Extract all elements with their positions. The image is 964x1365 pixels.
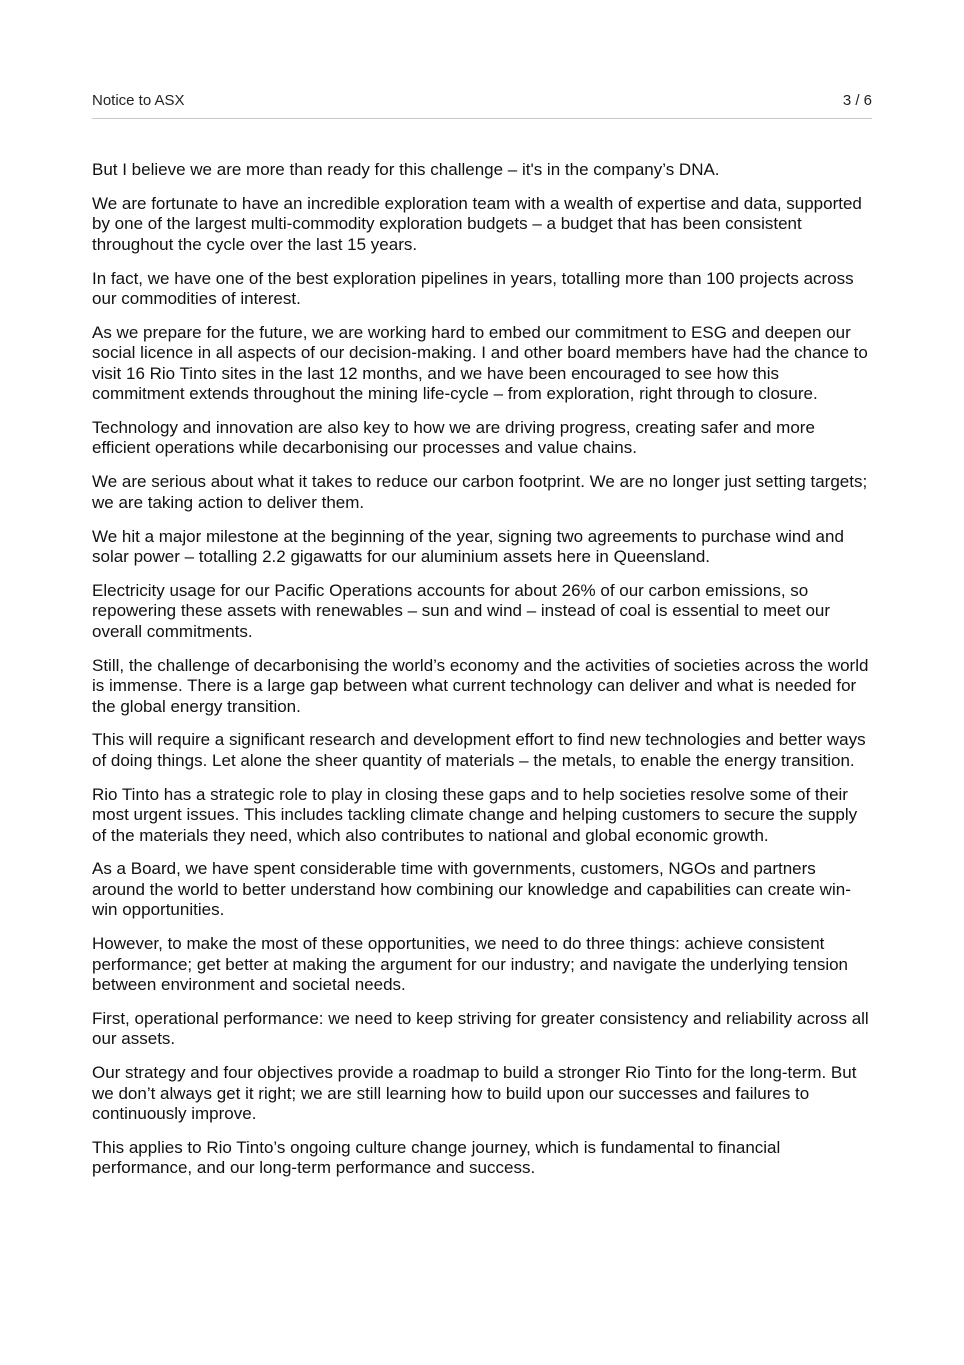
page-header xyxy=(92,91,872,119)
paragraph: We are fortunate to have an incredible exploration team with a wealth of expertise and data, supported by one of the largest multi-commodity exploration budgets – a budget that has been consistent throughout the cycle over the last 15 years. xyxy=(92,193,862,254)
paragraph: We hit a major milestone at the beginning of the year, signing two agreements to purchase wind and solar power – totalling 2.2 gigawatts for our aluminium assets here in Queensland. xyxy=(92,526,844,567)
paragraph: However, to make the most of these opportunities, we need to do three things: achieve consistent performance; get better at making the argument for our industry; and navigate the underlying tension between environment and societal needs. xyxy=(92,934,849,994)
paragraph: In fact, we have one of the best exploration pipelines in years, totalling more than 100 projects across our commodities of interest. xyxy=(92,268,854,309)
document-body xyxy=(92,160,872,1192)
paragraph: Our strategy and four objectives provide a roadmap to build a stronger Rio Tinto for the long-term. But we don’t always get it right; we are still learning how to build upon our successes and failures to continuously improve. xyxy=(92,1063,857,1124)
paragraph: We are serious about what it takes to reduce our carbon footprint. We are no longer just setting targets; we are taking action to deliver them. xyxy=(92,472,868,512)
page-number: 3 / 6 xyxy=(842,92,872,109)
document-title: Notice to ASX xyxy=(92,92,185,109)
paragraph: Still, the challenge of decarbonising the world’s economy and the activities of societies across the world is immense. There is a large gap between what current technology can deliver and what is needed for the global energy transition. xyxy=(92,655,869,716)
paragraph: Electricity usage for our Pacific Operations accounts for about 26% of our carbon emissions, so repowering these assets with renewables – sun and wind – instead of coal is essential to meet our overall commitments. xyxy=(92,581,831,641)
paragraph: As we prepare for the future, we are working hard to embed our commitment to ESG and deepen our social licence in all aspects of our decision-making. I and other board members have had the chance to visit 16 Rio Tinto sites in the last 12 months, and we have been encouraged to see how this commitment extends throughout the mining life-cycle – from exploration, right through to closure. xyxy=(92,322,868,404)
paragraph: This applies to Rio Tinto’s ongoing culture change journey, which is fundamental to financial performance, and our long-term performance and success. xyxy=(92,1137,781,1178)
paragraph: Technology and innovation are also key to how we are driving progress, creating safer and more efficient operations while decarbonising our processes and value chains. xyxy=(92,418,815,458)
paragraph: But I believe we are more than ready for this challenge – it's in the company’s DNA. xyxy=(92,160,720,179)
paragraph: As a Board, we have spent considerable time with governments, customers, NGOs and partners around the world to better understand how combining our knowledge and capabilities can create win-win opportunities. xyxy=(92,859,851,920)
paragraph: Rio Tinto has a strategic role to play in closing these gaps and to help societies resolve some of their most urgent issues. This includes tackling climate change and helping customers to secure the supply of the materials they need, which also contributes to national and global economic growth. xyxy=(92,784,858,845)
paragraph: This will require a significant research and development effort to find new technologies and better ways of doing things. Let alone the sheer quantity of materials – the metals, to enable the energy transition. xyxy=(92,730,866,770)
paragraph: First, operational performance: we need to keep striving for greater consistency and reliability across all our assets. xyxy=(92,1008,869,1049)
